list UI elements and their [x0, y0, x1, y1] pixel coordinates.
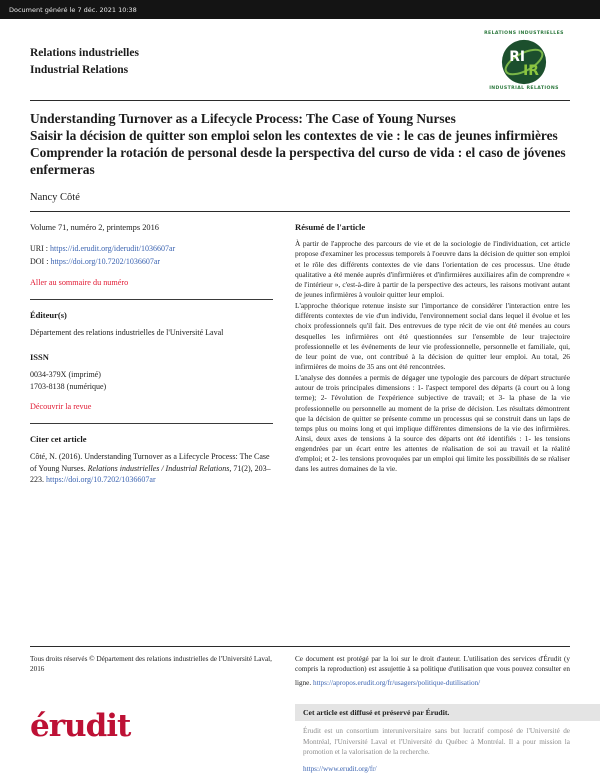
- citation-after: , 71(2), 203–223.: [30, 463, 271, 485]
- journal-logo: [478, 31, 570, 92]
- publisher-heading: Éditeur(s): [30, 310, 67, 321]
- generated-date-text: Document généré le 7 déc. 2021 10:38: [9, 5, 137, 14]
- left-column-divider-1: [30, 299, 273, 300]
- issn-block: [30, 351, 273, 393]
- article-title-es: Comprender la rotación de personal desde la perspectiva del curso de vida : el caso de jóvenes enfermeras: [30, 145, 566, 178]
- citation-text: [30, 451, 273, 486]
- abstract-paragraph-1: À partir de l'approche des parcours de vie et de la sociologie de l'individuation, cet article propose d'examiner les processus temporels à l'oeuvre dans la décision de quitter son emploi et le rôle des différents contextes de vie dans l'orientation de ces processus. Une étude qualitative a été menée auprès d'infirmières et d'infirmières auxiliaires afin de comprendre « de l'intérieur », c'est-à-dire à partir de la perspective des acteurs, les raisons motivant autant de jeunes infirmières à vouloir quitter leur emploi.: [295, 239, 570, 300]
- left-column-divider-2: [30, 423, 273, 424]
- footer-section: [0, 646, 600, 776]
- journal-names: [30, 31, 139, 92]
- metadata-columns: [30, 222, 570, 486]
- abstract-column: [295, 222, 570, 486]
- discover-journal-link[interactable]: Découvrir la revue: [30, 401, 92, 411]
- abstract-paragraph-3: L'analyse des données a permis de dégager une typologie des parcours de départ structurée autour de trois principales dimensions : 1- l'aspect temporel des départs (à court ou à long terme); 2- l'évolution de l'expérience subjective de travail; et 3- la phase de la vie professionnelle ou personnelle au moment de la prise de décision. Les résultats démontrent que la décision de quitter se présente comme un processus qui se construit dans un laps de temps plus ou moins long et qui implique différentes dimensions de la vie des infirmières. Ainsi, deux axes de tensions à la source des départs ont été identifiés : 1- les tensions engendrées par un écart entre les attentes de réalisation de soi au travail et la réalité d'emploi; et 2- les tensions provoquées par un emploi qui limite les possibilités de se réaliser dans les autres domaines de la vie.: [295, 373, 570, 474]
- issue-volume-line: Volume 71, numéro 2, printemps 2016: [30, 222, 159, 232]
- citation-before: Côté, N. (2016). Understanding Turnover as a Lifecycle Process: The Case of Young Nurses.: [30, 452, 270, 473]
- citation-doi-link[interactable]: https://doi.org/10.7202/1036607ar: [46, 475, 156, 485]
- uri-label: URI :: [30, 244, 50, 254]
- erudit-row: [30, 704, 570, 775]
- article-title-fr: Saisir la décision de quitter son emploi selon les contextes de vie : le cas de jeunes infirmières: [30, 128, 558, 144]
- erudit-description: Érudit est un consortium interuniversitaire sans but lucratif composé de l'Université de Montréal, l'Université Laval et l'Université du Québec à Montréal. Il a pour mission la promotion et la valorisation de la recherche.: [303, 727, 570, 757]
- uri-link[interactable]: https://id.erudit.org/iderudit/1036607ar: [50, 244, 176, 254]
- logo-top-text: RELATIONS INDUSTRIELLES: [484, 31, 564, 36]
- ri-ir-logo-icon: [501, 39, 547, 85]
- svg-text:IR: IR: [523, 62, 539, 79]
- protection-notice-block: [295, 654, 570, 688]
- erudit-site-link[interactable]: https://www.erudit.org/fr/: [303, 764, 377, 773]
- rights-statement: Tous droits réservés © Département des relations industrielles de l'Université Laval, 2016: [30, 655, 272, 674]
- article-titles: [30, 110, 570, 179]
- erudit-logo[interactable]: érudit: [30, 708, 131, 745]
- journal-name-en: Industrial Relations: [30, 63, 129, 76]
- abstract-heading: Résumé de l'article: [295, 221, 366, 232]
- generated-date-bar: [0, 0, 600, 19]
- citation-journal-italic: Relations industrielles / Industrial Relations: [87, 463, 230, 473]
- author-divider: [30, 211, 570, 212]
- uri-line: [30, 243, 273, 255]
- protection-notice: Ce document est protégé par la loi sur le droit d'auteur. L'utilisation des services d'Érudit (y compris la reproduction) est assujettie à sa politique d'utilisation que vous pouvez consulter en ligne.: [295, 655, 570, 687]
- article-title-en: Understanding Turnover as a Lifecycle Process: The Case of Young Nurses: [30, 110, 456, 126]
- article-author: Nancy Côté: [30, 191, 80, 203]
- doi-link[interactable]: https://doi.org/10.7202/1036607ar: [50, 257, 161, 267]
- doi-label: DOI :: [30, 257, 51, 267]
- logo-bottom-text: INDUSTRIAL RELATIONS: [489, 85, 559, 91]
- doi-line: [30, 256, 273, 268]
- copyright-row: [30, 654, 570, 688]
- metadata-left-column: [30, 222, 273, 486]
- journal-name-fr: Relations industrielles: [30, 47, 139, 59]
- abstract-paragraph-2: L'approche théorique retenue insiste sur l'importance de considérer l'interaction entre les différents contextes de vie d'un individu, l'environnement social dans lequel il évolue et les choix professionnels qu'il fait. Des entrevues de type récit de vie ont été menées au cours desquelles les infirmières ont été questionnées sur l'ensemble de leur trajectoire professionnelle et les événements de leur vie professionnelle, personnelle et familiale, qui, de leur point de vue, ont contribué à la décision de quitter leur emploi. Au total, 26 infirmières de moins de 35 ans ont été rencontrées.: [295, 301, 570, 372]
- erudit-info-block: [295, 704, 600, 775]
- issn-print: 0034-379X (imprimé): [30, 369, 101, 379]
- issn-heading: ISSN: [30, 352, 49, 363]
- issn-digital: 1703-8138 (numérique): [30, 381, 107, 391]
- usage-policy-link[interactable]: https://apropos.erudit.org/fr/usagers/politique-dutilisation/: [312, 678, 481, 687]
- toc-link[interactable]: Aller au sommaire du numéro: [30, 278, 129, 288]
- diffusion-heading: Cet article est diffusé et préservé par Érudit.: [295, 704, 600, 721]
- document-header: [30, 31, 570, 92]
- svg-text:RI: RI: [509, 49, 526, 66]
- footer-divider: [30, 646, 570, 647]
- cite-heading: Citer cet article: [30, 434, 87, 445]
- publisher-name: Département des relations industrielles de l'Université Laval: [30, 328, 224, 338]
- header-divider: [30, 100, 570, 101]
